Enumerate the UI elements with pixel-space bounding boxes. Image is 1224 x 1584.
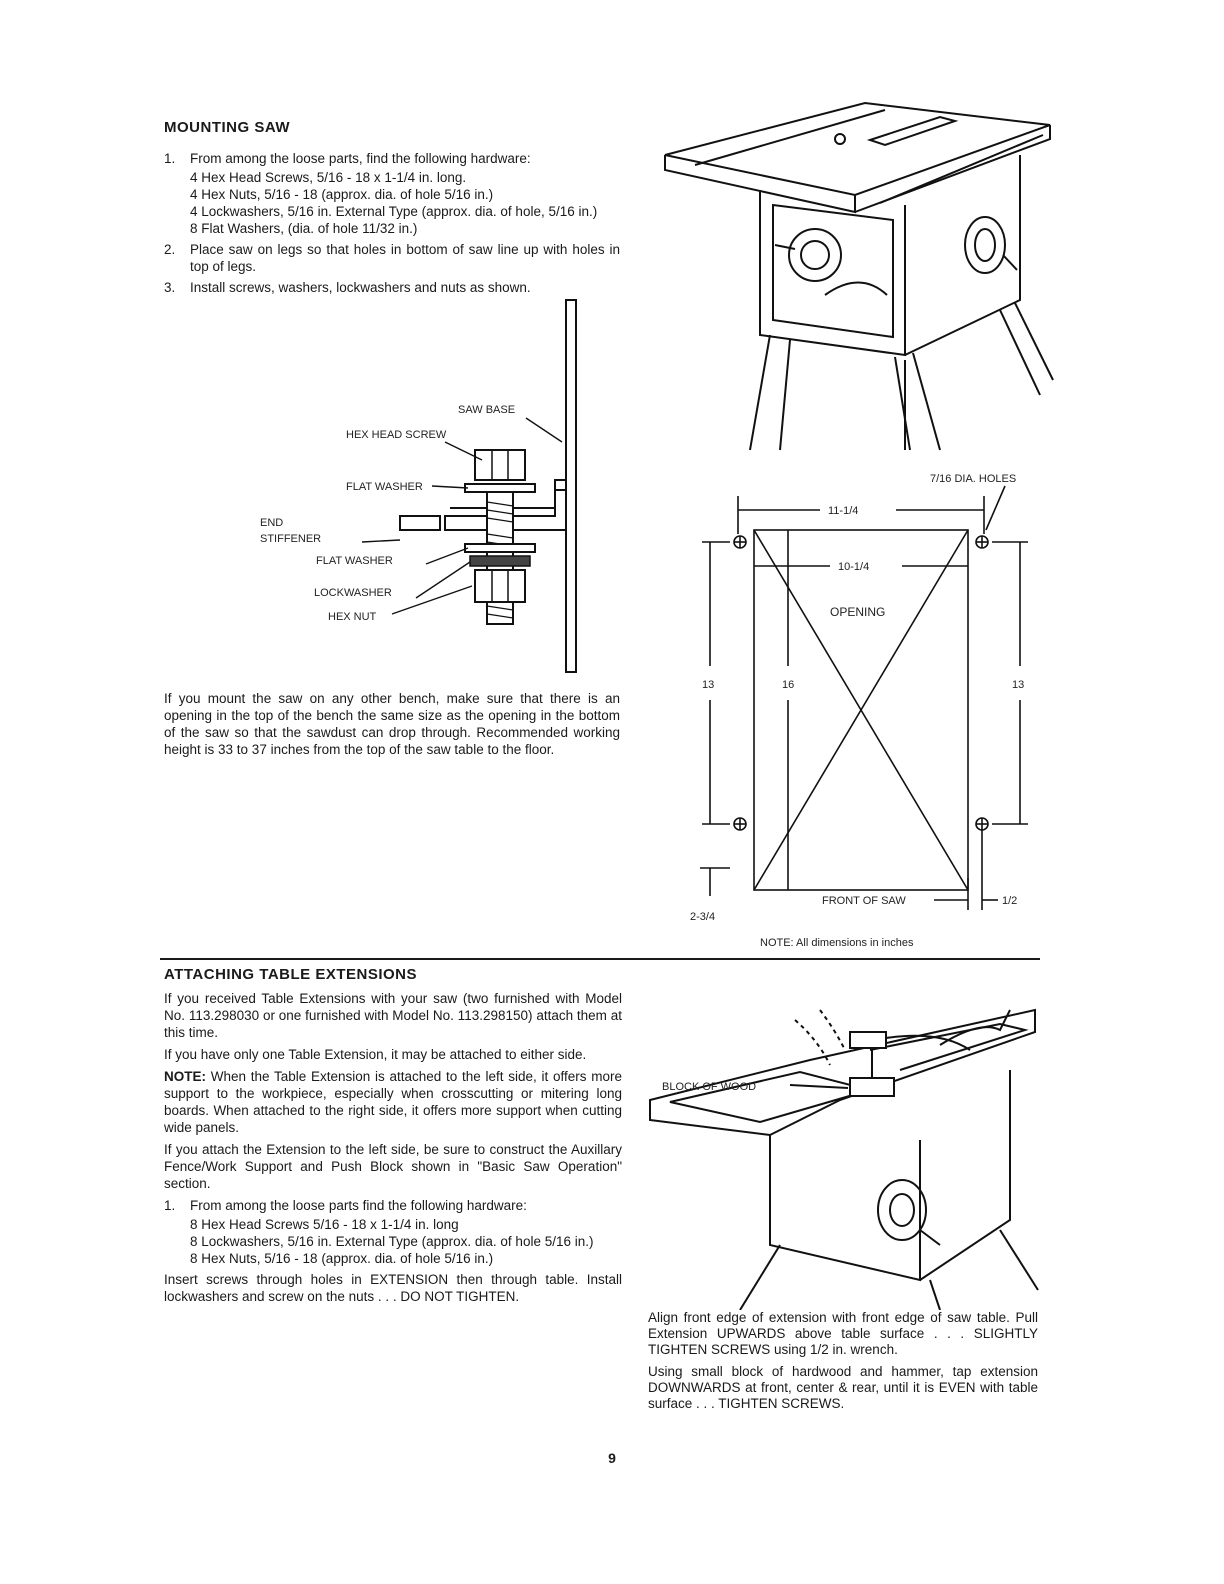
opening-dimension-diagram — [680, 468, 1040, 958]
label-offset-front: 2-3/4 — [690, 911, 716, 923]
label-flat-washer-top: FLAT WASHER — [346, 481, 423, 493]
hardware-item: 4 Lockwashers, 5/16 in. External Type (approx. dia. of hole, 5/16 in.) — [190, 204, 598, 219]
hardware-item: 4 Hex Nuts, 5/16 - 18 (approx. dia. of hole 5/16 in.) — [190, 187, 494, 202]
extension-note: NOTE: When the Table Extension is attached to the left side, it offers more support to the workpiece, especially when crosscutting or mitering long boards. When attached to the right side, it offers more support when cutting wide panels. — [164, 1069, 622, 1135]
extension-captions — [648, 1310, 1038, 1418]
hardware-item: 4 Hex Head Screws, 5/16 - 18 x 1-1/4 in. long. — [190, 170, 467, 185]
label-saw-base: SAW BASE — [458, 404, 516, 416]
extension-illustration — [640, 990, 1040, 1310]
label-height-left: 13 — [702, 679, 715, 691]
label-front-of-saw: FRONT OF SAW — [822, 895, 906, 907]
mounting-step-1: 1. From among the loose parts, find the following hardware: 4 Hex Head Screws, 5/16 - 18 x 1-1/4 in. long. 4 Hex Nuts, 5/16 - 18 (approx. dia. of hole 5/16 in.) 4 Lockwashers, 5/16 in. External Type (approx. dia. of hole, 5/16 in.) 8 Flat Washers, (dia. of hole 11/32 in.) — [164, 150, 620, 237]
section-title-mounting: MOUNTING SAW — [164, 119, 290, 136]
page-number: 9 — [608, 1450, 616, 1466]
mounting-step-3: 3. Install screws, washers, lockwashers and nuts as shown. — [164, 280, 531, 295]
label-end: END — [260, 517, 284, 529]
hardware-item: 8 Hex Nuts, 5/16 - 18 (approx. dia. of hole 5/16 in.) — [190, 1251, 494, 1266]
label-flat-washer-bottom: FLAT WASHER — [316, 555, 393, 567]
label-width-inner: 10-1/4 — [838, 561, 870, 573]
hardware-item: 8 Hex Head Screws 5/16 - 18 x 1-1/4 in. long — [190, 1217, 459, 1232]
caption-align: Align front edge of extension with front edge of saw table. Pull Extension UPWARDS above table surface . . . SLIGHTLY TIGHTEN SCREWS using 1/2 in. wrench. — [648, 1310, 1038, 1357]
label-stiffener: STIFFENER — [260, 533, 322, 545]
section-divider — [160, 958, 1040, 960]
label-hex-head-screw: HEX HEAD SCREW — [346, 429, 447, 441]
mounting-step-2: 2. Place saw on legs so that holes in bottom of saw line up with holes in top of legs. — [164, 242, 620, 274]
label-width-outer: 11-1/4 — [828, 505, 859, 517]
label-offset-right: 1/2 — [1002, 895, 1018, 907]
hardware-item: 8 Flat Washers, (dia. of hole 11/32 in.) — [190, 221, 418, 236]
label-opening: OPENING — [830, 605, 886, 619]
saw-on-legs-illustration — [655, 95, 1055, 455]
caption-tap: Using small block of hardwood and hammer, tap extension DOWNWARDS at front, center & rear, until it is EVEN with table surface . . . TIGHTEN SCREWS. — [648, 1364, 1038, 1411]
bench-note: If you mount the saw on any other bench, make sure that there is an opening in the top of the bench the same size as the opening in the bottom of the saw so that the sawdust can drop through. Recommended working height is 33 to 37 inches from the top of the saw table to the floor. — [164, 691, 620, 757]
label-height-inner: 16 — [782, 679, 795, 691]
label-height-right: 13 — [1012, 679, 1025, 691]
label-lockwasher: LOCKWASHER — [314, 587, 392, 599]
mounting-instructions — [164, 150, 620, 300]
extension-instructions: If you received Table Extensions with your saw (two furnished with Model No. 113.298030 or one furnished with Model No. 113.298150) attach them at this time. If you have only one Table Extension, it may be attached to either side. NOTE: When the Table Extension is attached to the left side, it offers more support to the workpiece, especially when crosscutting or mitering long boards. When attached to the right side, it offers more support when cutting wide panels. If you attach the Extension to the left side, be sure to construct the Auxillary Fence/Work Support and Push Block shown in "Basic Saw Operation" section. 1. From among the loose parts find the following hardware: 8 Hex Head Screws 5/16 - 18 x 1-1/4 in. long 8 Lockwashers, 5/16 in. External Type (approx. dia. of hole 5/16 in.) 8 Hex Nuts, 5/16 - 18 (approx. dia. of hole 5/16 in.) Insert screws through holes in EXTENSION then through table. Install lockwashers and screw on the nuts . . . DO NOT TIGHTEN. — [164, 991, 622, 1304]
section-title-extensions: ATTACHING TABLE EXTENSIONS — [164, 966, 417, 983]
label-holes: 7/16 DIA. HOLES — [930, 473, 1017, 485]
dimension-note: NOTE: All dimensions in inches — [760, 937, 914, 949]
label-block-of-wood: BLOCK OF WOOD — [662, 1081, 757, 1093]
hardware-item: 8 Lockwashers, 5/16 in. External Type (approx. dia. of hole 5/16 in.) — [190, 1234, 594, 1249]
extension-step-1: 1. From among the loose parts find the following hardware: 8 Hex Head Screws 5/16 - 18 x 1-1/4 in. long 8 Lockwashers, 5/16 in. External Type (approx. dia. of hole 5/16 in.) 8 Hex Nuts, 5/16 - 18 (approx. dia. of hole 5/16 in.) — [164, 1197, 622, 1267]
bolt-assembly-diagram — [250, 280, 610, 680]
label-hex-nut: HEX NUT — [328, 611, 377, 623]
insert-instruction: Insert screws through holes in EXTENSION then through table. Install lockwashers and screw on the nuts . . . DO NOT TIGHTEN. — [164, 1272, 622, 1304]
